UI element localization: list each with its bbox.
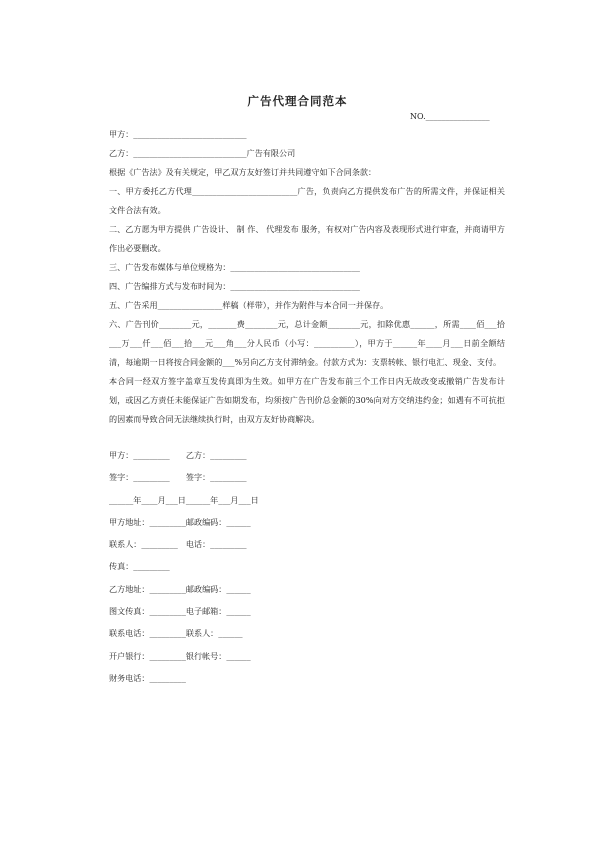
party-a-fax: 传真：_________ [109,561,170,572]
signature-block [109,444,259,689]
party-b-fax-email: 图文传真：_________电子邮箱：______ [109,606,251,617]
clause-3: 三、广告发布媒体与单位规格为：________________________________ [109,262,360,272]
clause-6: 六、广告刊价________元，_______费________元，总计金额________元，扣除优惠______，所需____佰___拾___万___仟___佰___拾___元___角___分人民币（小写：__________），甲方于______年____月___日前全额结清，每逾期一日将按合同金额的___%另向乙方支付滞纳金。付款方式为：支票转帐、银行电汇、现金、支付。 [109,319,505,367]
finance-phone: 财务电话：_________ [109,672,186,683]
signature-parties: 甲方：_________ 乙方：_________ [109,450,247,460]
party-b-bank: 开户银行：_________银行帐号：______ [109,650,251,661]
contract-body [91,125,505,429]
document-title: 广告代理合同范本 [247,94,348,108]
clause-1: 一、甲方委托乙方代理__________________________广告，负责向乙方提供发布广告的所需文件，并保证相关文件合法有效。 [109,186,505,215]
clause-5: 五、广告采用________________样稿（样带），并作为附件与本合同一并保存。 [109,300,389,310]
party-a-line: 甲方：____________________________ [109,129,247,139]
contract-number: NO.________________ [410,112,490,121]
signature-signers: 签字：_________ 签字：_________ [109,472,247,483]
party-a-contact: 联系人：_________ 电话：_________ [109,539,247,550]
signature-dates: ______年____月___日______年___月___日 [109,494,259,505]
party-b-address: 乙方地址：_________邮政编码：______ [109,583,251,594]
preamble: 根据《广告法》及有关规定，甲乙双方友好签订并共同遵守如下合同条款： [109,167,377,177]
party-b-contact: 联系电话：_________联系人：______ [109,628,243,639]
clause-4: 四、广告编排方式与发布时间为：________________________________ [109,281,360,291]
clause-2: 二、乙方愿为甲方提供 广告设计、 制 作、 代理发布 服务，有权对广告内容及表现形式进行审查，并商请甲方作出必要删改。 [109,224,505,253]
party-b-line: 乙方：____________________________广告有限公司 [109,148,296,158]
party-a-address: 甲方地址：_________邮政编码：______ [109,516,251,527]
effective-clause: 本合同一经双方签字盖章互发传真即为生效。如甲方在广告发布前三个工作日内无故改变或撤销广告发布计划，或因乙方责任未能保证广告如期发布，均须按广告刊价总金额的30%向对方交纳违约金；如遇有不可抗拒的因素而导致合同无法继续执行时，由双方友好协商解决。 [109,376,505,424]
